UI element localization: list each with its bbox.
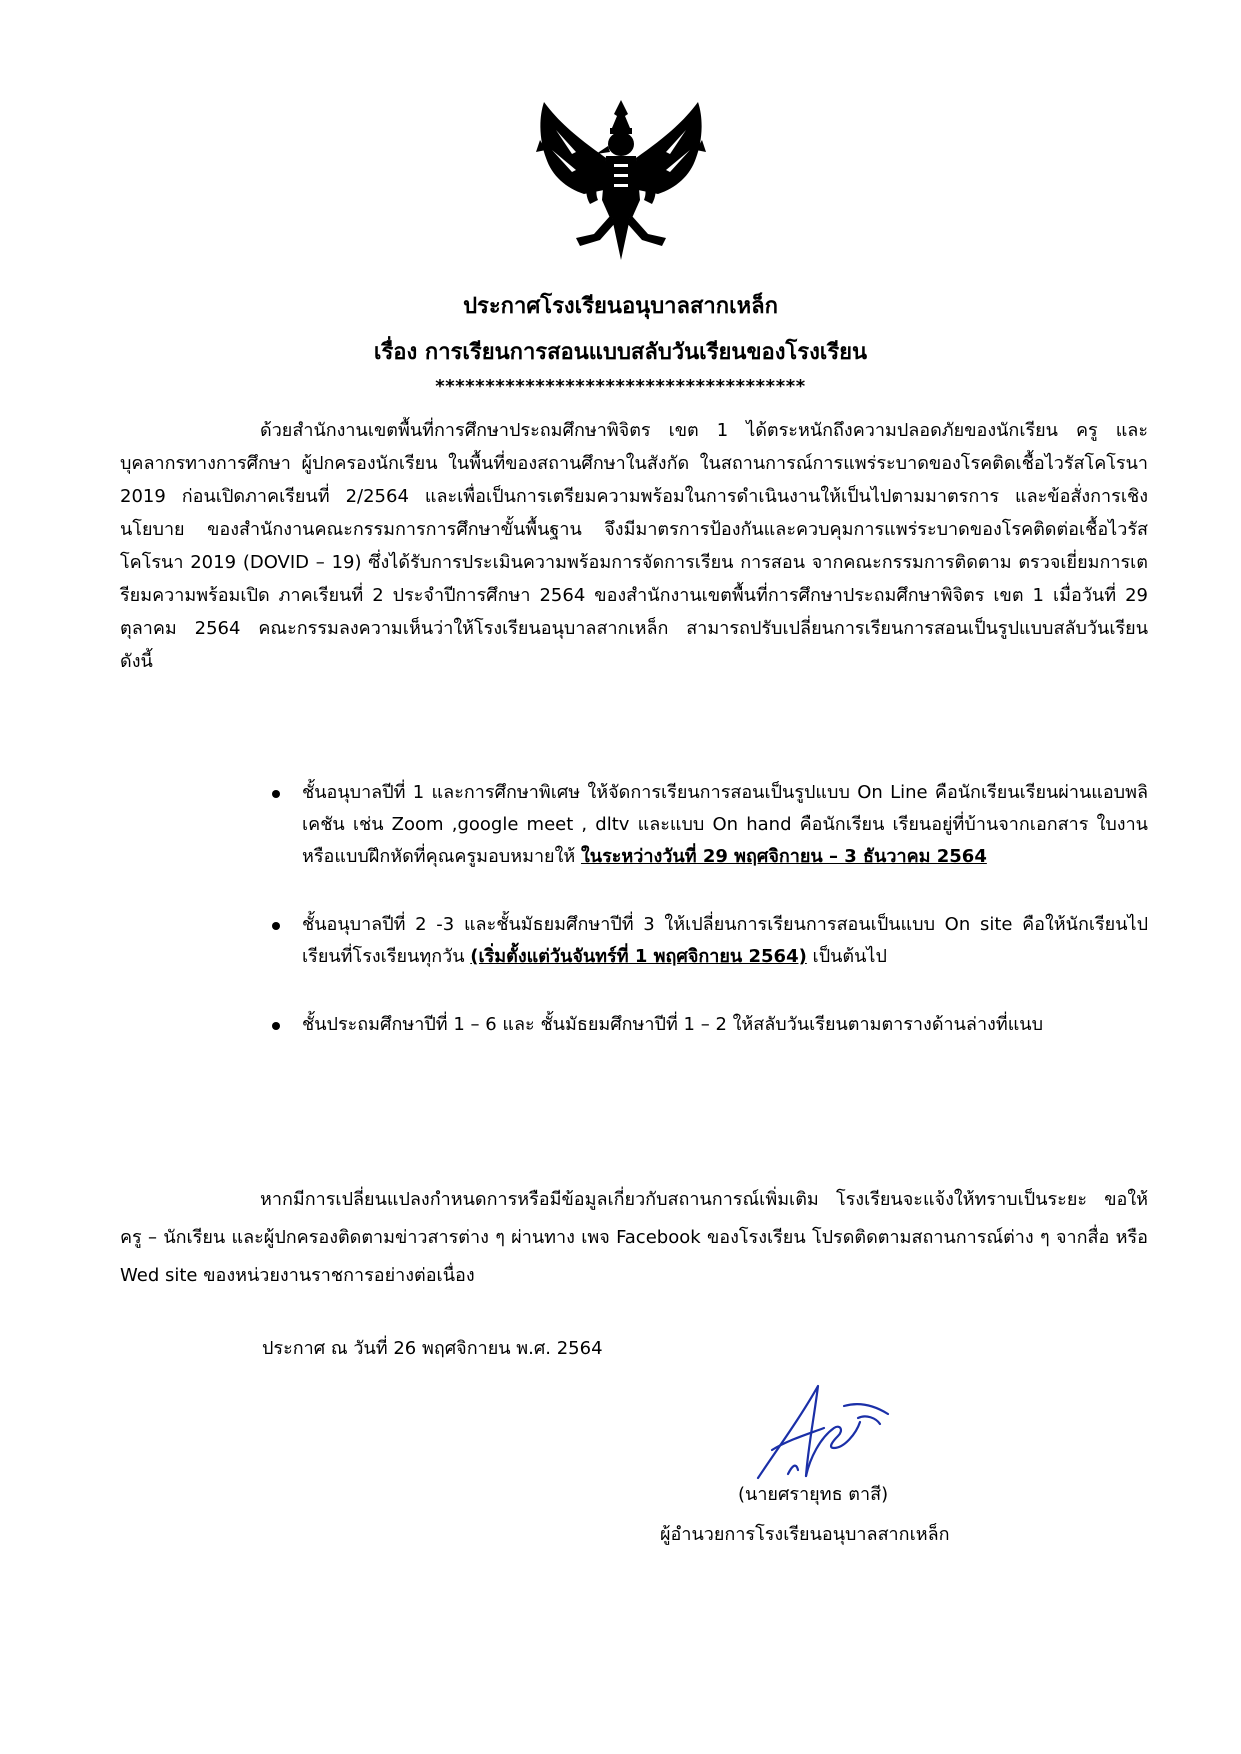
announcement-subject: เรื่อง การเรียนการสอนแบบสลับวันเรียนของโรงเรียน bbox=[373, 340, 868, 365]
list-item bbox=[262, 1009, 1148, 1041]
bullet-dot-icon bbox=[272, 1022, 280, 1030]
bullet-dot-icon bbox=[272, 790, 280, 798]
announcement-title: ประกาศโรงเรียนอนุบาลสากเหล็ก bbox=[463, 294, 778, 319]
signer-name: (นายศรายุทธ ตาสี) bbox=[738, 1484, 889, 1505]
bullet1-emphasis: ในระหว่างวันที่ 29 พฤศจิกายน – 3 ธันวาคม 2564 bbox=[580, 846, 987, 867]
garuda-emblem-icon bbox=[536, 100, 706, 260]
announcement-date: ประกาศ ณ วันที่ 26 พฤศจิกายน พ.ศ. 2564 bbox=[262, 1338, 603, 1359]
list-item bbox=[262, 777, 1148, 873]
bullet2-suffix: เป็นต้นไป bbox=[806, 946, 887, 967]
bullet-dot-icon bbox=[272, 922, 280, 930]
list-item bbox=[262, 909, 1148, 973]
intro-paragraph: ด้วยสำนักงานเขตพื้นที่การศึกษาประถมศึกษาพิจิตร เขต 1 ได้ตระหนักถึงความปลอดภัยของนักเรียน ครู และบุคลากรทางการศึกษา ผู้ปกครองนักเรียน ในพื้นที่ของสถานศึกษาในสังกัด ในสถานการณ์การแพร่ระบาดของโรคติดเชื้อไวรัสโคโรนา 2019 ก่อนเปิดภาคเรียนที่ 2/2564 และเพื่อเป็นการเตรียมความพร้อมในการดำเนินงานให้เป็นไปตามมาตรการ และข้อสั่งการเชิงนโยบาย ของสำนักงานคณะกรรมการการศึกษาขั้นพื้นฐาน จึงมีมาตรการป้องกันและควบคุมการแพร่ระบาดของโรคติดต่อเชื้อไวรัส โคโรนา 2019 (DOVID – 19) ซึ่งได้รับการประเมินความพร้อมการจัดการเรียน การสอน จากคณะกรรมการติดตาม ตรวจเยี่ยมการเตรียมความพร้อมเปิด ภาคเรียนที่ 2 ประจำปีการศึกษา 2564 ของสำนักงานเขตพื้นที่การศึกษาประถมศึกษาพิจิตร เขต 1 เมื่อวันที่ 29 ตุลาคม 2564 คณะกรรมลงความเห็นว่าให้โรงเรียนอนุบาลสากเหล็ก สามารถปรับเปลี่ยนการเรียนการสอนเป็นรูปแบบสลับวันเรียน ดังนี้ bbox=[120, 420, 1148, 672]
bullet2-text: ชั้นอนุบาลปีที่ 2 -3 และชั้นมัธยมศึกษาปีที่ 3 ให้เปลี่ยนการเรียนการสอนเป็นแบบ On site คือให้นักเรียนไปเรียนที่โรงเรียนทุกวัน bbox=[302, 914, 1148, 967]
bullet1-text: ชั้นอนุบาลปีที่ 1 และการศึกษาพิเศษ ให้จัดการเรียนการสอนเป็นรูปแบบ On Line คือนักเรียนเรียนผ่านแอบพลิเคชัน เช่น Zoom ,google meet , dltv และแบบ On hand คือนักเรียน เรียนอยู่ที่บ้านจากเอกสาร ใบงาน หรือแบบฝึกหัดที่คุณครูมอบหมายให้ bbox=[302, 782, 1148, 867]
closing-paragraph: หากมีการเปลี่ยนแปลงกำหนดการหรือมีข้อมูลเกี่ยวกับสถานการณ์เพิ่มเติม โรงเรียนจะแจ้งให้ทราบเป็นระยะ ขอให้ ครู – นักเรียน และผู้ปกครองติดตามข่าวสารต่าง ๆ ผ่านทาง เพจ Facebook ของโรงเรียน โปรดติดตามสถานการณ์ต่าง ๆ จากสื่อ หรือ Wed site ของหน่วยงานราชการอย่างต่อเนื่อง bbox=[120, 1189, 1148, 1286]
separator-line: ************************************* bbox=[435, 376, 806, 397]
signer-position: ผู้อำนวยการโรงเรียนอนุบาลสากเหล็ก bbox=[660, 1524, 950, 1545]
bullet2-emphasis: (เริ่มตั้งแต่วันจันทร์ที่ 1 พฤศจิกายน 2564) bbox=[470, 946, 807, 967]
signature-image bbox=[748, 1378, 908, 1488]
bullet3-text: ชั้นประถมศึกษาปีที่ 1 – 6 และ ชั้นมัธยมศึกษาปีที่ 1 – 2 ให้สลับวันเรียนตามตารางด้านล่างที่แนบ bbox=[302, 1014, 1044, 1035]
measures-list bbox=[262, 777, 1148, 1041]
